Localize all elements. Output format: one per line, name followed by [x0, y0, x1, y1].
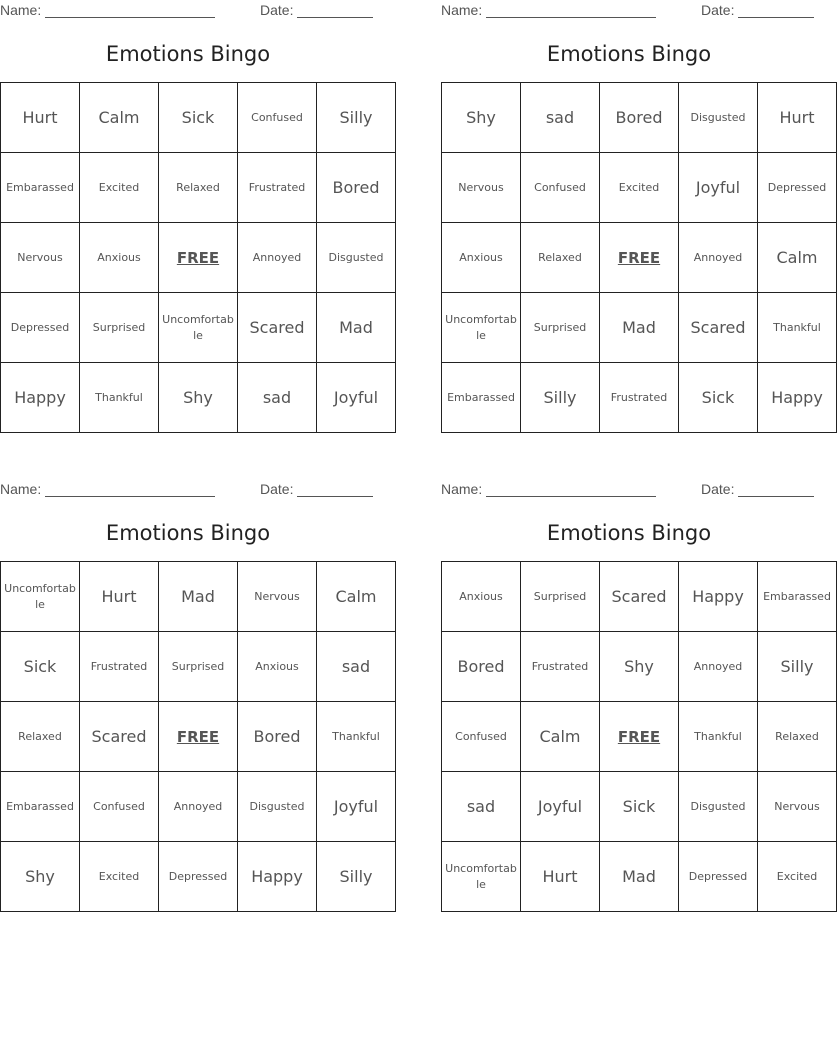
bingo-cell[interactable]: Nervous — [1, 223, 80, 293]
bingo-row — [1, 562, 396, 632]
bingo-cell[interactable]: Uncomfortable — [1, 562, 80, 632]
bingo-row — [1, 153, 396, 223]
bingo-cell[interactable]: Disgusted — [679, 772, 758, 842]
bingo-cell[interactable]: Scared — [80, 702, 159, 772]
bingo-cell[interactable]: Relaxed — [159, 153, 238, 223]
name-blank-line[interactable] — [486, 482, 656, 497]
name-blank-line[interactable] — [45, 3, 215, 18]
name-blank-line[interactable] — [45, 482, 215, 497]
name-field[interactable] — [0, 2, 215, 18]
bingo-cell[interactable]: Disgusted — [238, 772, 317, 842]
bingo-cell[interactable]: Depressed — [758, 153, 837, 223]
bingo-grid — [441, 561, 837, 912]
bingo-card-2 — [441, 0, 827, 436]
bingo-cell[interactable]: Confused — [238, 83, 317, 153]
bingo-cell[interactable]: Scared — [238, 293, 317, 363]
bingo-row — [442, 632, 837, 702]
bingo-cell[interactable]: Hurt — [521, 842, 600, 912]
bingo-row — [442, 702, 837, 772]
bingo-grid — [441, 82, 837, 433]
bingo-cell[interactable]: Joyful — [317, 772, 396, 842]
bingo-row — [1, 772, 396, 842]
bingo-cell[interactable]: Mad — [159, 562, 238, 632]
bingo-cell[interactable]: Anxious — [442, 562, 521, 632]
bingo-cell[interactable]: Bored — [238, 702, 317, 772]
bingo-cell[interactable]: Thankful — [679, 702, 758, 772]
date-field[interactable] — [701, 2, 814, 18]
bingo-cell[interactable]: Uncomfortable — [442, 842, 521, 912]
bingo-cell[interactable]: Calm — [317, 562, 396, 632]
bingo-cell[interactable]: Confused — [442, 702, 521, 772]
bingo-cell[interactable]: Hurt — [758, 83, 837, 153]
bingo-cell[interactable]: Embarassed — [1, 772, 80, 842]
bingo-grid — [0, 561, 396, 912]
bingo-cell[interactable]: Frustrated — [80, 632, 159, 702]
free-space-cell[interactable]: FREE — [600, 702, 679, 772]
date-field[interactable] — [260, 481, 373, 497]
bingo-cell[interactable]: Joyful — [317, 363, 396, 433]
bingo-cell[interactable]: Sick — [600, 772, 679, 842]
bingo-row — [442, 842, 837, 912]
bingo-cell[interactable]: Embarassed — [758, 562, 837, 632]
bingo-cell[interactable]: Happy — [238, 842, 317, 912]
bingo-cell[interactable]: Bored — [317, 153, 396, 223]
date-label: Date: — [701, 2, 735, 18]
bingo-cell[interactable]: Excited — [758, 842, 837, 912]
bingo-cell[interactable]: Annoyed — [238, 223, 317, 293]
date-label: Date: — [701, 481, 735, 497]
bingo-cell[interactable]: Bored — [442, 632, 521, 702]
bingo-row — [1, 363, 396, 433]
bingo-cell[interactable]: Scared — [600, 562, 679, 632]
date-blank-line[interactable] — [738, 3, 814, 18]
bingo-cell[interactable]: Uncomfortable — [159, 293, 238, 363]
name-field[interactable] — [441, 2, 656, 18]
bingo-cell[interactable]: Sick — [679, 363, 758, 433]
card-header — [0, 481, 376, 501]
bingo-cell[interactable]: Nervous — [442, 153, 521, 223]
name-label: Name: — [0, 481, 42, 497]
bingo-cell[interactable]: Disgusted — [679, 83, 758, 153]
bingo-row — [442, 293, 837, 363]
date-field[interactable] — [260, 2, 373, 18]
bingo-cell[interactable]: Thankful — [317, 702, 396, 772]
bingo-cell[interactable]: Excited — [80, 842, 159, 912]
bingo-cell[interactable]: Depressed — [159, 842, 238, 912]
bingo-cell[interactable]: Frustrated — [600, 363, 679, 433]
card-title: Emotions Bingo — [105, 521, 271, 545]
bingo-cell[interactable]: Surprised — [159, 632, 238, 702]
name-blank-line[interactable] — [486, 3, 656, 18]
bingo-cell[interactable]: Joyful — [521, 772, 600, 842]
bingo-cell[interactable]: Mad — [600, 842, 679, 912]
date-blank-line[interactable] — [738, 482, 814, 497]
bingo-cell[interactable]: Surprised — [80, 293, 159, 363]
bingo-row — [1, 702, 396, 772]
card-header — [441, 2, 817, 22]
bingo-cell[interactable]: Anxious — [238, 632, 317, 702]
card-title: Emotions Bingo — [105, 42, 271, 66]
bingo-cell[interactable]: sad — [442, 772, 521, 842]
bingo-cell[interactable]: Annoyed — [679, 632, 758, 702]
bingo-cell[interactable]: Happy — [758, 363, 837, 433]
bingo-cell[interactable]: Uncomfortable — [442, 293, 521, 363]
bingo-cell[interactable]: Depressed — [1, 293, 80, 363]
bingo-cell[interactable]: Surprised — [521, 562, 600, 632]
bingo-cell[interactable]: Mad — [317, 293, 396, 363]
bingo-row — [442, 223, 837, 293]
date-blank-line[interactable] — [297, 3, 373, 18]
bingo-cell[interactable]: Frustrated — [238, 153, 317, 223]
date-field[interactable] — [701, 481, 814, 497]
date-blank-line[interactable] — [297, 482, 373, 497]
bingo-cell[interactable]: Disgusted — [317, 223, 396, 293]
bingo-cell[interactable]: Shy — [159, 363, 238, 433]
bingo-row — [1, 223, 396, 293]
bingo-row — [1, 842, 396, 912]
bingo-cell[interactable]: Hurt — [80, 562, 159, 632]
bingo-card-1 — [0, 0, 384, 436]
bingo-cell[interactable]: Frustrated — [521, 632, 600, 702]
free-space-cell[interactable]: FREE — [159, 223, 238, 293]
bingo-cell[interactable]: Relaxed — [1, 702, 80, 772]
bingo-cell[interactable]: Silly — [758, 632, 837, 702]
bingo-cell[interactable]: Happy — [679, 562, 758, 632]
bingo-cell[interactable]: Annoyed — [679, 223, 758, 293]
bingo-cell[interactable]: Thankful — [758, 293, 837, 363]
card-header — [0, 2, 376, 22]
bingo-row — [442, 772, 837, 842]
card-title: Emotions Bingo — [546, 42, 712, 66]
bingo-cell[interactable]: Shy — [600, 632, 679, 702]
bingo-cell[interactable]: Embarassed — [442, 363, 521, 433]
bingo-grid — [0, 82, 396, 433]
name-field[interactable] — [0, 481, 215, 497]
name-label: Name: — [0, 2, 42, 18]
bingo-cell[interactable]: Hurt — [1, 83, 80, 153]
bingo-cell[interactable]: Happy — [1, 363, 80, 433]
card-title: Emotions Bingo — [546, 521, 712, 545]
bingo-row — [1, 293, 396, 363]
date-label: Date: — [260, 2, 294, 18]
free-space-cell[interactable]: FREE — [600, 223, 679, 293]
bingo-cell[interactable]: Anxious — [80, 223, 159, 293]
bingo-cell[interactable]: Silly — [317, 83, 396, 153]
bingo-cell[interactable]: Surprised — [521, 293, 600, 363]
bingo-cell[interactable]: Sick — [1, 632, 80, 702]
bingo-cell[interactable]: Shy — [442, 83, 521, 153]
bingo-cell[interactable]: Bored — [600, 83, 679, 153]
bingo-card-4 — [441, 479, 831, 915]
bingo-cell[interactable]: Embarassed — [1, 153, 80, 223]
bingo-row — [442, 83, 837, 153]
bingo-cell[interactable]: Sick — [159, 83, 238, 153]
bingo-cell[interactable]: Thankful — [80, 363, 159, 433]
bingo-cell[interactable]: Mad — [600, 293, 679, 363]
bingo-card-3 — [0, 479, 380, 915]
bingo-cell[interactable]: Calm — [80, 83, 159, 153]
bingo-cell[interactable]: Relaxed — [758, 702, 837, 772]
name-label: Name: — [441, 481, 483, 497]
bingo-row — [1, 632, 396, 702]
bingo-row — [1, 83, 396, 153]
bingo-cell[interactable]: Confused — [80, 772, 159, 842]
bingo-cell[interactable]: sad — [317, 632, 396, 702]
bingo-cell[interactable]: Annoyed — [159, 772, 238, 842]
free-space-cell[interactable]: FREE — [159, 702, 238, 772]
card-header — [441, 481, 817, 501]
bingo-cell[interactable]: Nervous — [238, 562, 317, 632]
bingo-cell[interactable]: Relaxed — [521, 223, 600, 293]
date-label: Date: — [260, 481, 294, 497]
bingo-row — [442, 363, 837, 433]
name-field[interactable] — [441, 481, 656, 497]
bingo-cell[interactable]: Joyful — [679, 153, 758, 223]
bingo-cell[interactable]: Scared — [679, 293, 758, 363]
bingo-cell[interactable]: Calm — [758, 223, 837, 293]
bingo-cell[interactable]: Depressed — [679, 842, 758, 912]
bingo-cell[interactable]: Silly — [317, 842, 396, 912]
bingo-cell[interactable]: sad — [238, 363, 317, 433]
bingo-cell[interactable]: Excited — [600, 153, 679, 223]
bingo-row — [442, 562, 837, 632]
bingo-cell[interactable]: Confused — [521, 153, 600, 223]
bingo-cell[interactable]: Excited — [80, 153, 159, 223]
bingo-cell[interactable]: Shy — [1, 842, 80, 912]
bingo-row — [442, 153, 837, 223]
bingo-cell[interactable]: Nervous — [758, 772, 837, 842]
bingo-cell[interactable]: Calm — [521, 702, 600, 772]
bingo-cell[interactable]: sad — [521, 83, 600, 153]
bingo-cell[interactable]: Silly — [521, 363, 600, 433]
name-label: Name: — [441, 2, 483, 18]
bingo-cell[interactable]: Anxious — [442, 223, 521, 293]
